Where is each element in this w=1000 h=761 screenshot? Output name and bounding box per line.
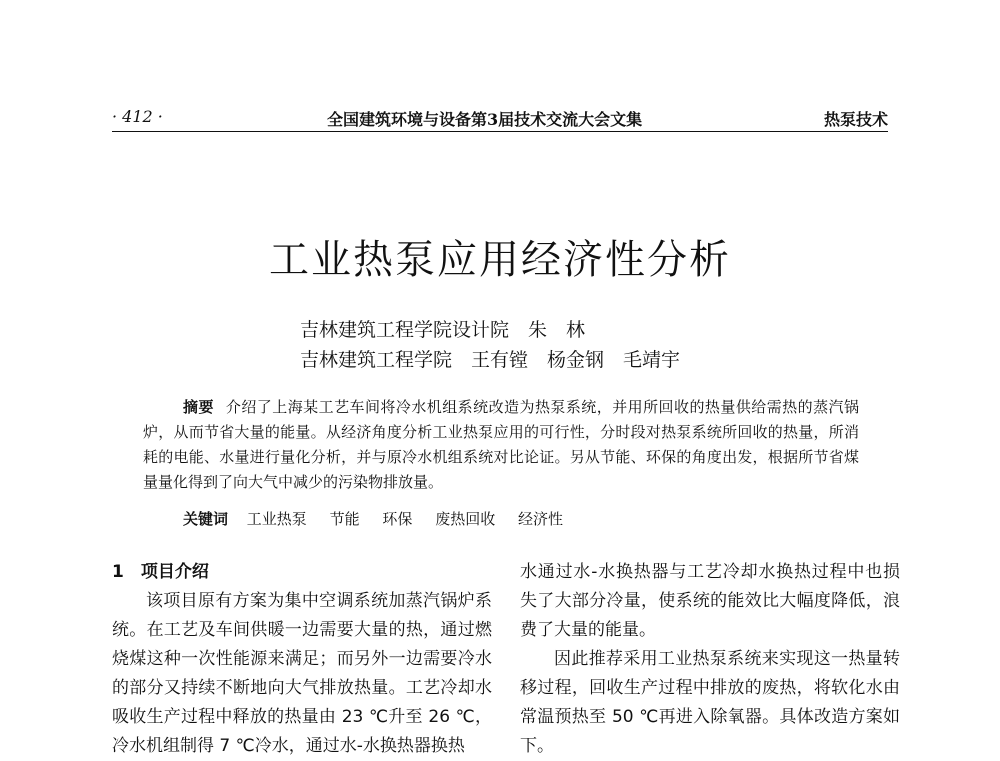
keyword: 经济性 (517, 510, 563, 528)
abstract-text: 介绍了上海某工艺车间将冷水机组系统改造为热泵系统，并用所回收的热量供给需热的蒸汽锅炉，从而节省大量的能量。从经济角度分析工业热泵应用的可行性，分时段对热泵系统所回收的热量，所消耗的电能、水量进行量化分析，并与原冷水机组系统对比论证。另从节能、环保的角度出发，根据所节省煤量量化得到了向大气中减少的污染物排放量。 (143, 398, 859, 491)
section-heading: 1 项目介绍 (112, 562, 209, 582)
keyword: 废热回收 (435, 510, 496, 528)
journal-title: 全国建筑环境与设备第3届技术交流大会文集 (327, 110, 643, 129)
abstract-label: 摘要 (183, 398, 214, 416)
body-paragraph: 因此推荐采用工业热泵系统来实现这一热量转移过程，回收生产过程中排放的废热，将软化水由常温预热至 50 ℃再进入除氧器。具体改造方案如下。 (520, 649, 900, 756)
running-head (112, 103, 888, 132)
body-paragraph: 该项目原有方案为集中空调系统加蒸汽锅炉系统。在工艺及车间供暖一边需要大量的热，通过燃烧煤这种一次性能源来满足；而另外一边需要冷水的部分又持续不断地向大气排放热量。工艺冷却水吸收生产过程中释放的热量由 23 ℃升至 26 ℃，冷水机组制得 7 ℃冷水，通过水-水换热器换热 (112, 591, 492, 756)
paper-title: 工业热泵应用经济性分析 (269, 237, 731, 283)
keywords-label: 关键词 (183, 510, 229, 528)
left-column (112, 558, 492, 761)
right-column (520, 558, 900, 761)
abstract (143, 395, 859, 495)
keyword: 工业热泵 (246, 510, 307, 528)
body-paragraph: 水通过水-水换热器与工艺冷却水换热过程中也损失了大部分冷量，使系统的能效比大幅度降低，浪费了大量的能量。 (520, 562, 900, 640)
keywords (183, 508, 581, 529)
keyword: 节能 (329, 510, 360, 528)
author-line-1: 吉林建筑工程学院设计院 朱 林 (300, 319, 586, 341)
page-number: · 412 · (112, 107, 163, 126)
keyword: 环保 (382, 510, 413, 528)
author-line-2: 吉林建筑工程学院 王有镗 杨金钢 毛靖宇 (300, 349, 681, 371)
section-title: 热泵技术 (823, 110, 888, 129)
